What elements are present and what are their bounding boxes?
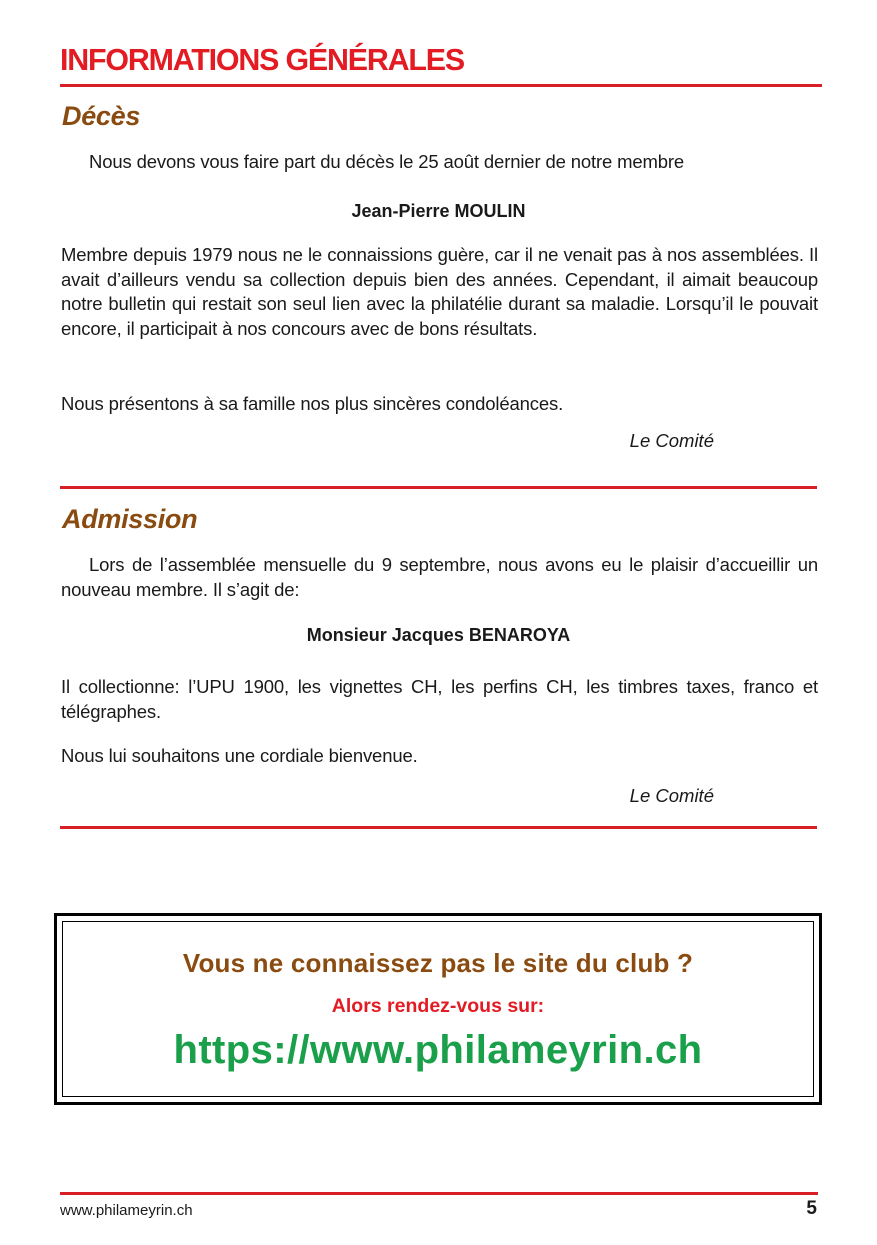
deces-heading: Décès (62, 101, 141, 131)
promo-cta: Alors rendez-vous sur: (331, 995, 545, 1017)
deces-condolences: Nous présentons à sa famille nos plus sincères condoléances. (61, 393, 564, 414)
admission-divider (60, 826, 817, 829)
page-number: 5 (806, 1198, 817, 1219)
admission-member-name: Monsieur Jacques BENAROYA (306, 625, 571, 645)
admission-body: Il collectionne: l’UPU 1900, les vignettes CH, les perfins CH, les timbres taxes, franco et télégraphes. (61, 676, 818, 722)
deces-member-name: Jean-Pierre MOULIN (351, 201, 526, 221)
page-title: INFORMATIONS GÉNÉRALES (60, 42, 464, 77)
deces-signature: Le Comité (629, 430, 714, 451)
admission-intro: Lors de l’assemblée mensuelle du 9 septembre, nous avons eu le plaisir d’accueillir un nouveau membre. Il s’agit de: (61, 554, 818, 600)
deces-intro: Nous devons vous faire part du décès le 25 août dernier de notre membre (89, 151, 685, 172)
website-promo-inner-frame (62, 921, 814, 1097)
website-promo-box (54, 913, 822, 1105)
promo-question: Vous ne connaissez pas le site du club ? (182, 948, 694, 978)
deces-body: Membre depuis 1979 nous ne le connaissions guère, car il ne venait pas à nos assemblées. Il avait d’ailleurs vendu sa collection depuis bien des années. Cependant, il aimait beaucoup notre bulletin qui restait son seul lien avec la philatélie durant sa maladie. Lorsqu’il le pouvait encore, il participait à nos concours avec de bons résultats. (61, 244, 818, 339)
footer-divider (60, 1192, 818, 1195)
admission-signature: Le Comité (629, 785, 714, 806)
deces-divider (60, 486, 817, 489)
admission-welcome: Nous lui souhaitons une cordiale bienvenue. (61, 745, 418, 766)
admission-heading: Admission (62, 504, 198, 534)
title-divider (60, 84, 822, 87)
footer-website: www.philameyrin.ch (60, 1202, 193, 1219)
club-website-link[interactable]: https://www.philameyrin.ch (173, 1028, 703, 1072)
